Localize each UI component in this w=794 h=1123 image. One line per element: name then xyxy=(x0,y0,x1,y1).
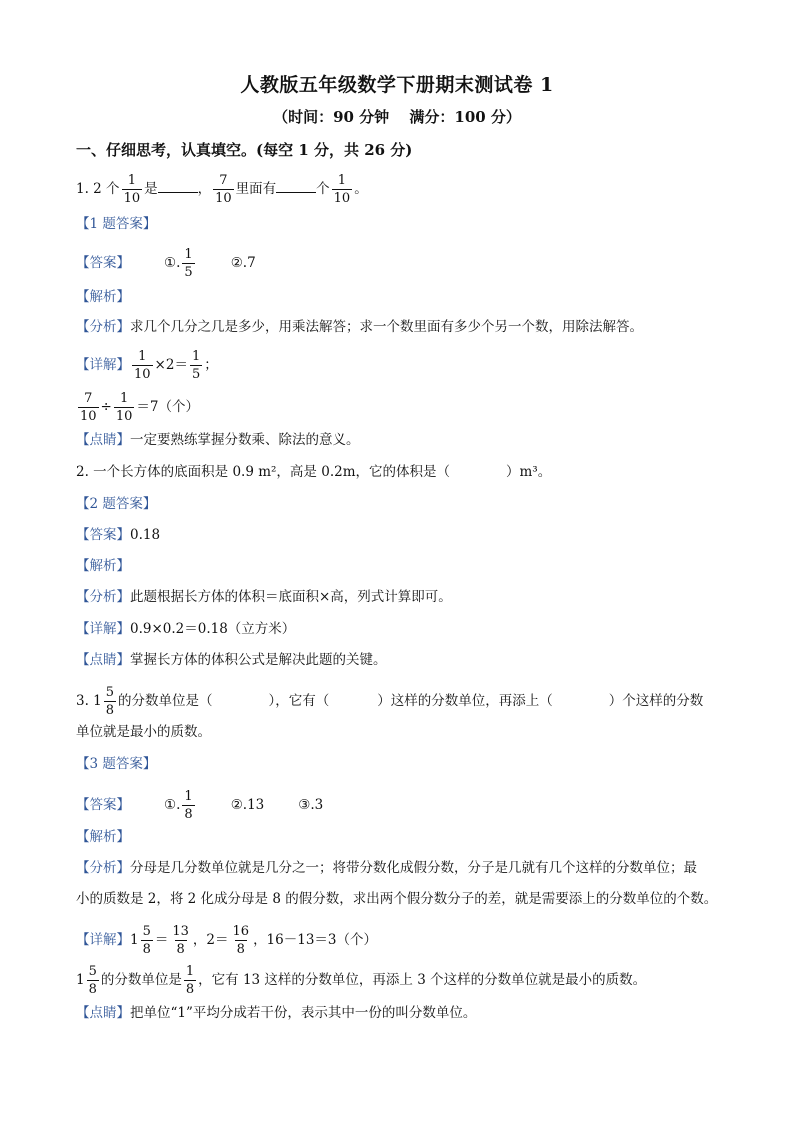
fraction: $\frac{1}{10}$ xyxy=(333,173,351,206)
analysis-line: 【分析】分母是几分数单位就是几分之一；将带分数化成假分数，分子是几就有几个这样的分数单位；最 xyxy=(76,860,697,876)
analysis-line: 【分析】此题根据长方体的体积＝底面积×高，列式计算即可。 xyxy=(76,589,452,605)
answer-blank xyxy=(158,178,198,193)
fraction: $\frac{7}{10}$ xyxy=(215,173,232,206)
question-2: 2. 一个长方体的底面积是 0.9 m²，高是 0.2m，它的体积是（ ）m³。 xyxy=(76,464,552,480)
detail-line: $\frac{7}{10}$ ÷ $\frac{1}{10}$ ＝7（个） xyxy=(80,391,199,424)
fraction: $\frac{13}{8}$ xyxy=(172,924,189,957)
fraction: $\frac{7}{10}$ xyxy=(80,391,97,424)
detail-line: 1 $\frac{5}{8}$ 的分数单位是 $\frac{1}{8}$ ，它有 13 这样的分数单位，再添上 3 个这样的分数单位就是最小的质数。 xyxy=(76,964,647,997)
fraction: $\frac{1}{10}$ xyxy=(123,173,141,206)
fraction: $\frac{5}{8}$ xyxy=(142,924,151,957)
analysis-label: 【解析】 xyxy=(76,558,130,574)
fraction: $\frac{16}{8}$ xyxy=(232,924,250,957)
detail-line: 【详解】 $\frac{1}{10}$ ×2＝ $\frac{1}{5}$ ； xyxy=(76,349,218,382)
fraction: $\frac{1}{8}$ xyxy=(185,964,195,997)
fraction: $\frac{5}{8}$ xyxy=(88,964,97,997)
detail-line: 【详解】0.9×0.2＝0.18（立方米） xyxy=(76,621,296,637)
fraction: $\frac{1}{5}$ xyxy=(191,349,201,382)
fraction: $\frac{1}{10}$ xyxy=(115,391,133,424)
answer-line: 【答案】 ①. $\frac{1}{8}$ ②.13 ③.3 xyxy=(76,789,324,822)
question-3: 3. 1 $\frac{5}{8}$ 的分数单位是（ ），它有（ ）这样的分数单位，再添上（ ）个这样的分数 xyxy=(76,685,704,718)
fraction: $\frac{1}{8}$ xyxy=(184,789,193,822)
answer-section-label: 【1 题答案】 xyxy=(76,216,157,232)
tip-line: 【点睛】把单位“1”平均分成若干份，表示其中一份的叫分数单位。 xyxy=(76,1005,477,1021)
page-subtitle: （时间：90 分钟 满分：100 分） xyxy=(273,108,521,126)
detail-line: 【详解】1 $\frac{5}{8}$ ＝ $\frac{13}{8}$ ，2＝ $\frac{16}{8}$ ，16－13＝3（个） xyxy=(76,924,378,957)
answer-line: 【答案】0.18 xyxy=(76,527,161,543)
question-1: 1. 2 个 $\frac{1}{10}$ 是 ， $\frac{7}{10}$ 里面有 个 $\frac{1}{10}$ 。 xyxy=(76,173,368,206)
answer-line: 【答案】 ①. $\frac{1}{5}$ ②.7 xyxy=(76,247,256,280)
fraction: $\frac{5}{8}$ xyxy=(105,685,115,718)
analysis-label: 【解析】 xyxy=(76,289,130,305)
tip-line: 【点睛】掌握长方体的体积公式是解决此题的关键。 xyxy=(76,652,387,668)
answer-section-label: 【2 题答案】 xyxy=(76,496,157,512)
fraction: $\frac{1}{5}$ xyxy=(184,247,193,280)
tip-line: 【点睛】一定要熟练掌握分数乘、除法的意义。 xyxy=(76,432,360,448)
answer-section-label: 【3 题答案】 xyxy=(76,756,157,772)
answer-blank xyxy=(276,178,316,193)
question-3-cont: 单位就是最小的质数。 xyxy=(76,724,211,740)
analysis-line: 【分析】求几个几分之几是多少，用乘法解答；求一个数里面有多少个另一个数，用除法解答。 xyxy=(76,319,643,335)
section-heading: 一、仔细思考，认真填空。(每空 1 分，共 26 分) xyxy=(76,141,413,159)
analysis-label: 【解析】 xyxy=(76,829,130,845)
fraction: $\frac{1}{10}$ xyxy=(134,349,151,382)
analysis-line-cont: 小的质数是 2，将 2 化成分母是 8 的假分数，求出两个假分数分子的差，就是需要添上的分数单位的个数。 xyxy=(76,891,718,907)
page-title: 人教版五年级数学下册期末测试卷 1 xyxy=(240,74,554,96)
